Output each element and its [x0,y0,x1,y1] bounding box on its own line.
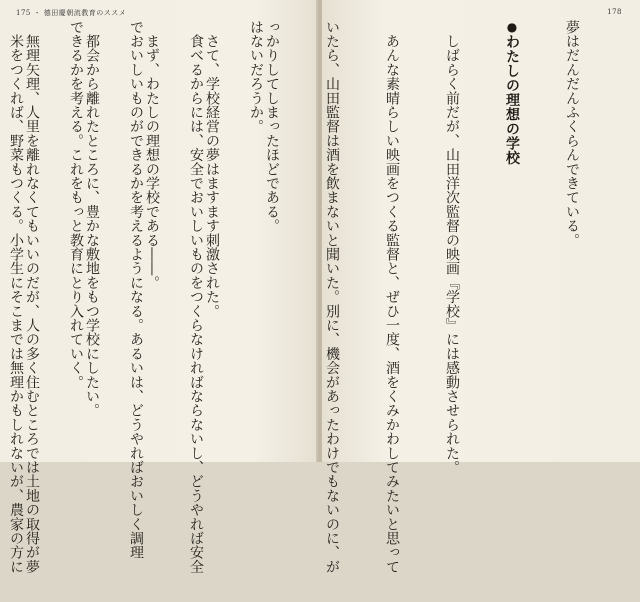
left-running-head: 175 ・ 德田慶朝流教育のススメ [16,9,127,17]
right-line-9: 都会から離れたところに、豊かな敷地をもつ学校にしたい。 [84,20,100,418]
bullet-icon: ● [505,20,519,35]
right-line-8: まず、わたしの理想の学校である――。 [144,20,160,290]
right-line-5: いたら、山田監督は酒を飲まないと聞いた。別に、機会があったわけでもないのに、が [324,20,340,574]
right-line-4: あんな素晴らしい映画をつくる監督と、ぜひ一度、酒をくみかわしてみたいと思って [384,20,400,574]
left-line-3: でおいしいものができるかを考えるようになる。あるいは、どうやればおいしく調理 [128,20,144,560]
section-heading [502,20,522,448]
right-line-1: 夢はだんだんふくらんできている。 [564,20,580,248]
right-line-7: さて、学校経営の夢はますます刺激された。 [204,20,220,319]
section-heading-text: わたしの理想の学校 [504,34,520,165]
right-page-number: 178 [607,8,622,16]
left-line-5: 米をつくれば、野菜もつくる。小学生にそこまでは無理かもしれないが、農家の方に [8,20,24,574]
right-line-10: 無理矢理、人里を離れなくてもいいのだが、人の多く住むところでは土地の取得が夢 [24,20,40,574]
left-line-1: はないだろうか。 [248,20,264,134]
left-line-4: できるかを考える。これをもっと教育にとり入れていく。 [68,20,84,390]
left-line-2: 食べるからには、安全でおいしいものをつくらなければならないし、どうやれば安全 [188,20,204,574]
right-line-3: しばらく前だが、山田洋次監督の映画『学校』には感動させられた。 [444,20,460,475]
right-line-6: っかりしてしまったほどである。 [264,20,280,233]
